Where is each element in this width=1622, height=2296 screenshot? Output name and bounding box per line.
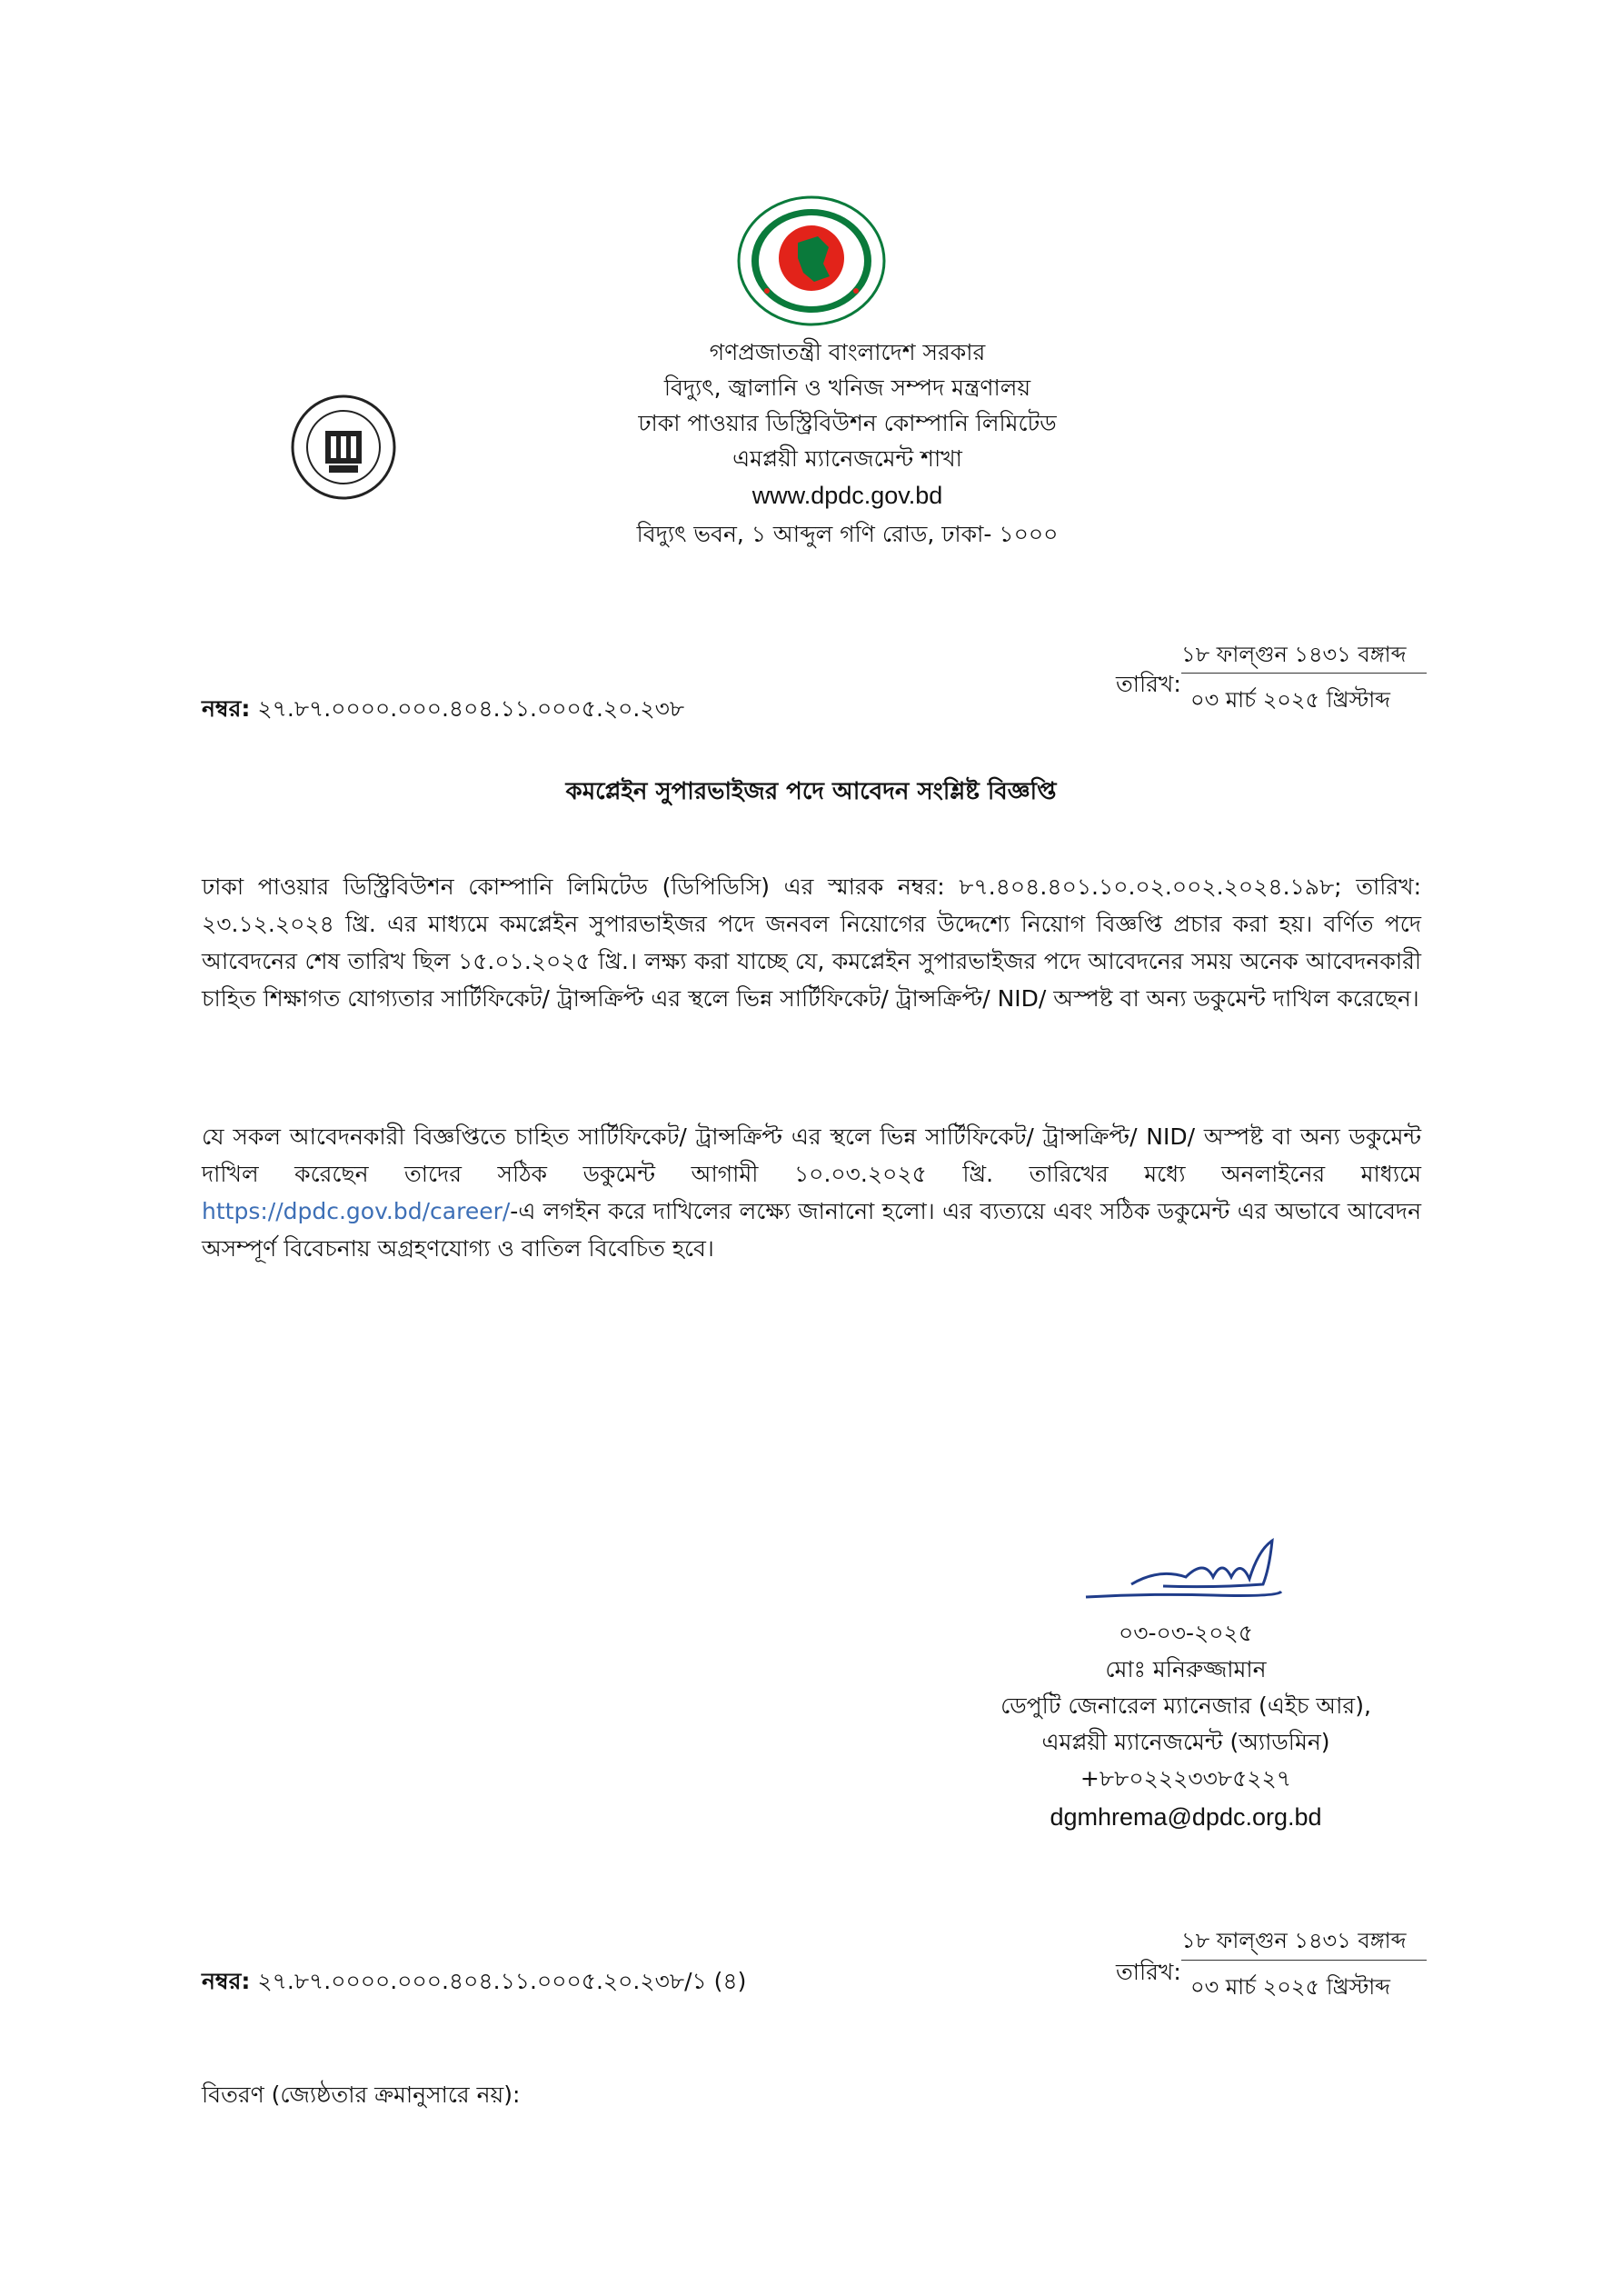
date-english-1: ০৩ মার্চ ২০২৫ খ্রিস্টাব্দ xyxy=(1190,687,1391,713)
ref-number-value: ২৭.৮৭.০০০০.০০০.৪০৪.১১.০০০৫.২০.২৩৮ xyxy=(257,695,685,722)
header-address: বিদ্যুৎ ভবন, ১ আব্দুল গণি রোড, ঢাকা- ১০০০ xyxy=(636,521,1059,547)
signatory-department: এমপ্লয়ী ম্যানেজমেন্ট (অ্যাডমিন) xyxy=(1041,1729,1330,1755)
date-label-1: তারিখ: xyxy=(1116,671,1181,697)
subject: কমপ্লেইন সুপারভাইজর পদে আবেদন সংশ্লিষ্ট বিজ্ঞপ্তি xyxy=(565,778,1057,805)
signature-date: ০৩-০৩-২০২৫ xyxy=(1118,1620,1254,1646)
ref-number-1 xyxy=(202,691,684,730)
header-line-branch: এমপ্লয়ী ম্যানেজমেন্ট শাখা xyxy=(732,445,962,472)
signatory-designation: ডেপুটি জেনারেল ম্যানেজার (এইচ আর), xyxy=(1000,1692,1371,1719)
ref-number-value: ২৭.৮৭.০০০০.০০০.৪০৪.১১.০০০৫.২০.২৩৮/১ (৪) xyxy=(257,1968,747,1994)
header-line-ministry: বিদ্যুৎ, জ্বালানি ও খনিজ সম্পদ মন্ত্রণালয় xyxy=(663,374,1031,401)
date-english-2: ০৩ মার্চ ২০২৫ খ্রিস্টাব্দ xyxy=(1190,1974,1391,2000)
date-divider-1 xyxy=(1181,673,1427,674)
date-bangla-1: ১৮ ফাল্গুন ১৪৩১ বঙ্গাব্দ xyxy=(1181,642,1407,667)
signatory-email[interactable]: dgmhrema@dpdc.org.bd xyxy=(1050,1803,1322,1831)
header-line-company: ঢাকা পাওয়ার ডিস্ট্রিবিউশন কোম্পানি লিমিটেড xyxy=(638,410,1057,436)
paragraph-2-text-after: -এ লগইন করে দাখিলের লক্ষ্যে জানানো হলো। এর ব্যত্যয়ে এবং সঠিক ডকুমেন্ট এর অভাবে আবেদন অসম্পূর্ণ বিবেচনায় অগ্রহণযোগ্য ও বাতিল বিবেচিত হবে। xyxy=(202,1198,1421,1262)
ref-number-2 xyxy=(202,1963,746,2002)
date-label-2: তারিখ: xyxy=(1116,1959,1181,1985)
signature-icon xyxy=(1077,1532,1295,1609)
distribution-heading: বিতরণ (জ্যেষ্ঠতার ক্রমানুসারে নয়): xyxy=(202,2081,521,2108)
signatory-name: মোঃ মনিরুজ্জামান xyxy=(1105,1656,1267,1682)
date-bangla-2: ১৮ ফাল্গুন ১৪৩১ বঙ্গাব্দ xyxy=(1181,1928,1407,1953)
date-divider-2 xyxy=(1181,1960,1427,1961)
paragraph-2-text-before: যে সকল আবেদনকারী বিজ্ঞপ্তিতে চাহিত সার্টিফিকেট/ ট্রান্সক্রিপ্ট এর স্থলে ভিন্ন সার্টিফিকেট/ ট্রান্সক্রিপ্ট/ NID/ অস্পষ্ট বা অন্য ডকুমেন্ট দাখিল করেছেন তাদের সঠিক ডকুমেন্ট আগামী ১০.০৩.২০২৫ খ্রি. তারিখের মধ্যে অনলাইনের মাধ্যমে xyxy=(202,1123,1421,1187)
header-website: www.dpdc.gov.bd xyxy=(751,482,943,509)
government-seal-icon xyxy=(734,193,889,329)
ref-label: নম্বর: xyxy=(202,695,251,722)
signatory-phone: +৮৮০২২২৩৩৮৫২২৭ xyxy=(1080,1765,1292,1792)
paragraph-2 xyxy=(202,1118,1421,1267)
career-link[interactable]: https://dpdc.gov.bd/career/ xyxy=(202,1198,511,1224)
ref-label: নম্বর: xyxy=(202,1968,251,1994)
header-line-government: গণপ্রজাতন্ত্রী বাংলাদেশ সরকার xyxy=(709,339,986,365)
paragraph-1: ঢাকা পাওয়ার ডিস্ট্রিবিউশন কোম্পানি লিমিটেড (ডিপিডিসি) এর স্মারক নম্বর: ৮৭.৪০৪.৪০১.১০.০২.০০২.২০২৪.১৯৮; তারিখ: ২৩.১২.২০২৪ খ্রি. এর মাধ্যমে কমপ্লেইন সুপারভাইজর পদে জনবল নিয়োগের উদ্দেশ্যে নিয়োগ বিজ্ঞপ্তি প্রচার করা হয়। বর্ণিত পদে আবেদনের শেষ তারিখ ছিল ১৫.০১.২০২৫ খ্রি.। লক্ষ্য করা যাচ্ছে যে, কমপ্লেইন সুপারভাইজর পদে আবেদনের সময় অনেক আবেদনকারী চাহিত শিক্ষাগত যোগ্যতার সার্টিফিকেট/ ট্রান্সক্রিপ্ট এর স্থলে ভিন্ন সার্টিফিকেট/ ট্রান্সক্রিপ্ট/ NID/ অস্পষ্ট বা অন্য ডকুমেন্ট দাখিল করেছেন। xyxy=(202,873,1421,1012)
